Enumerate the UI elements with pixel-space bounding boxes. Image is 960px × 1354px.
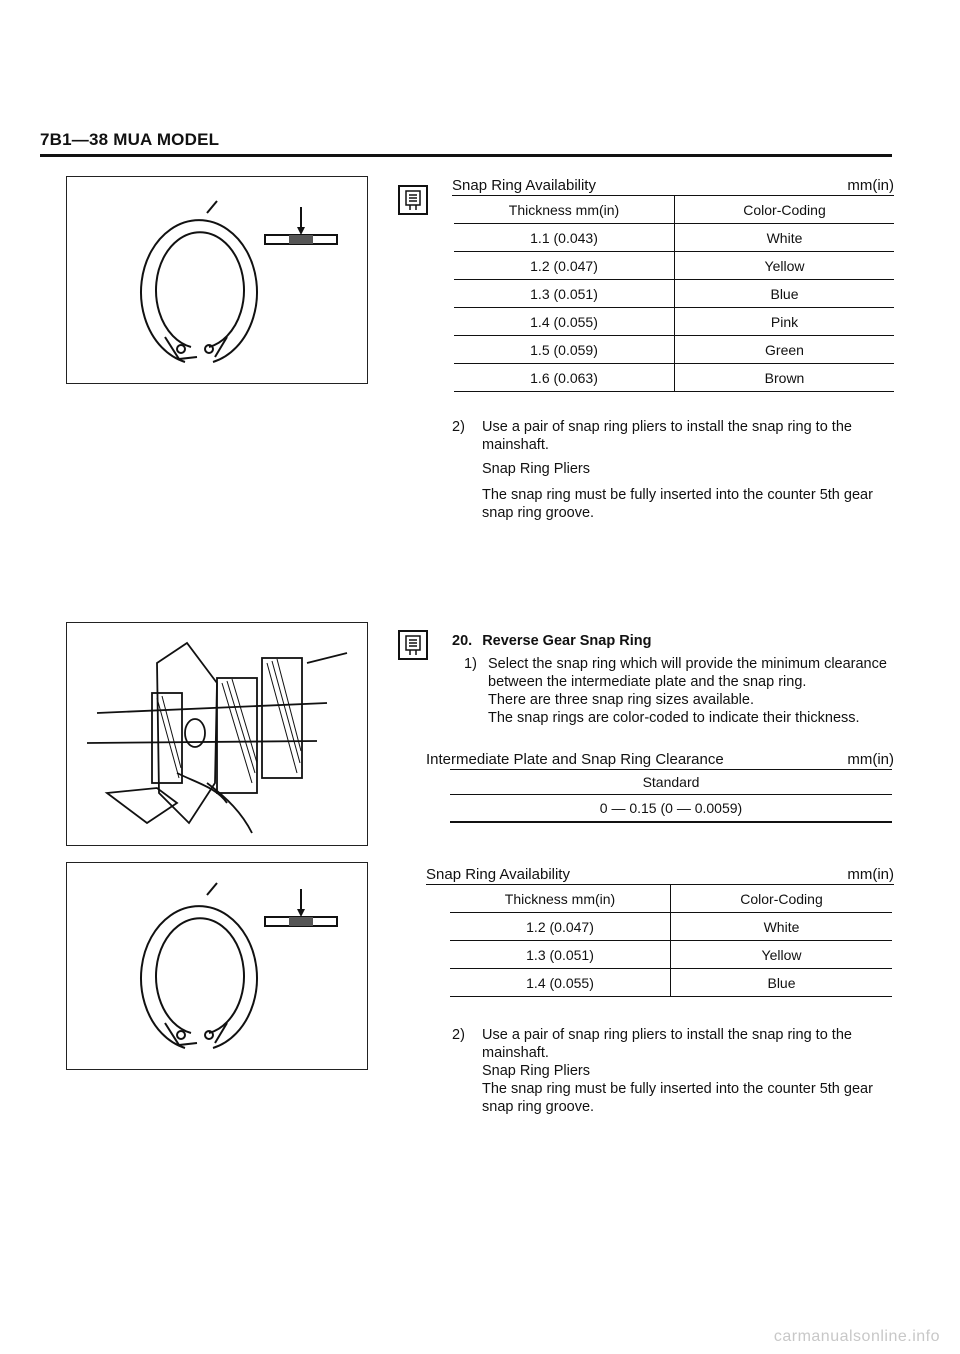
snap-ring-illustration bbox=[67, 177, 367, 383]
table-row bbox=[454, 280, 894, 308]
step-note: The snap ring must be fully inserted into the counter 5th gear snap ring groove. bbox=[482, 487, 873, 521]
table-row bbox=[454, 252, 894, 280]
watermark: carmanualsonline.info bbox=[773, 1328, 940, 1345]
step-line: The snap rings are color-coded to indicate their thickness. bbox=[488, 710, 860, 726]
thickness-cell: 1.2 (0.047) bbox=[450, 913, 671, 941]
step-1-select bbox=[464, 655, 896, 727]
table-title: Snap Ring Availability bbox=[452, 177, 596, 194]
table-title-row bbox=[426, 866, 894, 885]
color-cell: White bbox=[763, 918, 800, 935]
note-icon bbox=[398, 185, 428, 215]
clearance-header: Standard bbox=[450, 770, 892, 795]
table-row bbox=[450, 913, 892, 941]
tool-name: Snap Ring Pliers bbox=[482, 1063, 590, 1079]
snap-ring-table bbox=[450, 885, 892, 997]
table-title-row bbox=[452, 177, 894, 196]
step-text: Use a pair of snap ring pliers to install the snap ring to the mainshaft. bbox=[482, 419, 852, 453]
tool-name: Snap Ring Pliers bbox=[482, 461, 590, 477]
column-header: Color-Coding bbox=[743, 201, 826, 218]
table-header-row bbox=[450, 885, 892, 913]
clearance-table bbox=[450, 769, 892, 823]
thickness-cell: 1.5 (0.059) bbox=[454, 336, 675, 364]
table-unit: mm(in) bbox=[847, 866, 894, 883]
snap-ring-table bbox=[454, 196, 894, 392]
thickness-cell: 1.3 (0.051) bbox=[454, 280, 675, 308]
snap-ring-figure-1 bbox=[66, 176, 368, 384]
thickness-cell: 1.4 (0.055) bbox=[454, 308, 675, 336]
table-title: Snap Ring Availability bbox=[426, 866, 570, 883]
snap-ring-availability-1 bbox=[452, 177, 894, 392]
table-row bbox=[454, 224, 894, 252]
clearance-title: Intermediate Plate and Snap Ring Clearance bbox=[426, 751, 724, 768]
step-text: Use a pair of snap ring pliers to install the snap ring to the mainshaft. bbox=[482, 1027, 852, 1061]
table-row bbox=[450, 941, 892, 969]
table-header-row bbox=[454, 196, 894, 224]
table-unit: mm(in) bbox=[847, 177, 894, 194]
thickness-cell: 1.2 (0.047) bbox=[454, 252, 675, 280]
page-header: 7B1—38 MUA MODEL bbox=[40, 130, 220, 149]
step-note: The snap ring must be fully inserted into the counter 5th gear snap ring groove. bbox=[482, 1081, 873, 1115]
table-row bbox=[454, 336, 894, 364]
column-header: Thickness mm(in) bbox=[450, 885, 671, 913]
note-icon bbox=[398, 630, 428, 660]
column-header: Thickness mm(in) bbox=[454, 196, 675, 224]
section-title: Reverse Gear Snap Ring bbox=[482, 633, 652, 649]
step-2-install bbox=[452, 418, 898, 522]
snap-ring-illustration-2 bbox=[67, 863, 367, 1069]
step-2-install-2 bbox=[452, 1026, 898, 1116]
column-header: Color-Coding bbox=[740, 890, 823, 907]
color-cell: Brown bbox=[764, 369, 805, 386]
step-number: 1) bbox=[464, 656, 477, 672]
snap-ring-availability-2 bbox=[426, 866, 894, 997]
color-cell: Blue bbox=[767, 974, 796, 991]
section-heading bbox=[452, 632, 898, 650]
snap-ring-figure-2 bbox=[66, 862, 368, 1070]
step-number: 2) bbox=[452, 419, 465, 435]
clearance-value: 0 — 0.15 (0 — 0.0059) bbox=[450, 795, 892, 823]
table-row bbox=[450, 969, 892, 997]
step-line: There are three snap ring sizes available. bbox=[488, 692, 754, 708]
color-cell: Blue bbox=[770, 285, 799, 302]
step-number: 2) bbox=[452, 1027, 465, 1043]
step-text: Select the snap ring which will provide the minimum clearance between the intermediate plate and the snap ring. bbox=[488, 656, 887, 690]
thickness-cell: 1.1 (0.043) bbox=[454, 224, 675, 252]
clearance-spec bbox=[426, 751, 894, 823]
color-cell: White bbox=[766, 229, 803, 246]
gear-assembly-illustration bbox=[67, 623, 367, 845]
table-row bbox=[454, 308, 894, 336]
section-number: 20. bbox=[452, 633, 473, 649]
color-cell: Yellow bbox=[764, 257, 805, 274]
header-rule bbox=[40, 154, 892, 157]
color-cell: Pink bbox=[770, 313, 799, 330]
thickness-cell: 1.4 (0.055) bbox=[450, 969, 671, 997]
clearance-title-row bbox=[426, 751, 894, 769]
thickness-cell: 1.6 (0.063) bbox=[454, 364, 675, 392]
color-cell: Green bbox=[765, 341, 804, 358]
table-row bbox=[454, 364, 894, 392]
gear-assembly-figure bbox=[66, 622, 368, 846]
color-cell: Yellow bbox=[761, 946, 802, 963]
clearance-unit: mm(in) bbox=[847, 751, 894, 768]
thickness-cell: 1.3 (0.051) bbox=[450, 941, 671, 969]
